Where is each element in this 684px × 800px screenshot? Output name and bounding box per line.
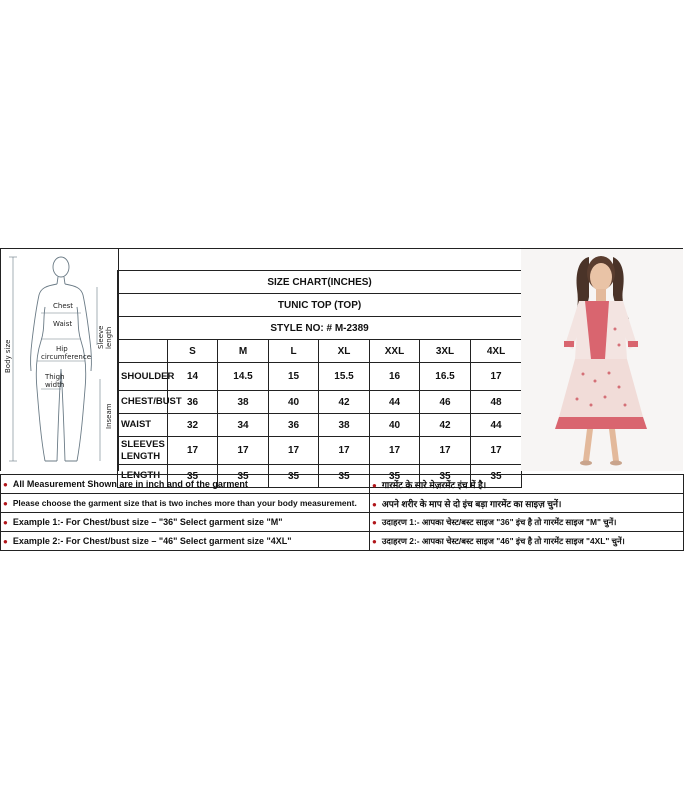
table-cell: 35 xyxy=(218,465,269,488)
size-header-row xyxy=(118,340,522,363)
note-text: Example 2:- For Chest/bust size – "46" Select garment size "4XL" xyxy=(12,536,292,546)
table-cell: 36 xyxy=(269,414,319,437)
table-cell: 38 xyxy=(218,391,269,414)
bullet-icon: ● xyxy=(3,499,8,508)
table-cell: 16 xyxy=(370,363,420,391)
note-text: उदाहरण 1:- आपका चेस्ट/बस्ट साइज "36" इंच है तो गारमेंट साइज "M" चुनें। xyxy=(381,516,617,527)
size-chart-table-container xyxy=(117,270,521,488)
size-chart-table xyxy=(117,270,522,488)
chest-label: Chest xyxy=(53,302,74,310)
inseam-label: Inseam xyxy=(105,403,113,429)
bullet-icon: ● xyxy=(372,517,377,527)
table-cell: 14.5 xyxy=(218,363,269,391)
table-cell: 35 xyxy=(420,465,471,488)
note-row xyxy=(1,532,684,551)
table-cell: 42 xyxy=(319,391,370,414)
note-text: अपने शरीर के माप से दो इंच बड़ा गारमेंट का साइज़ चुनें। xyxy=(381,498,562,509)
table-cell: 17 xyxy=(218,437,269,465)
note-text: Please choose the garment size that is two inches more than your body measurement. xyxy=(12,498,357,508)
table-cell: 35 xyxy=(471,465,522,488)
note-row xyxy=(1,475,684,494)
table-cell: 17 xyxy=(420,437,471,465)
size-header: 4XL xyxy=(471,340,522,363)
bullet-icon: ● xyxy=(3,537,8,546)
table-cell: 44 xyxy=(370,391,420,414)
table-cell: 42 xyxy=(420,414,471,437)
note-hi xyxy=(370,532,684,551)
sleeve-length-label: length xyxy=(105,326,113,349)
note-row xyxy=(1,494,684,513)
row-label: CHEST/BUST xyxy=(118,391,168,414)
table-row xyxy=(118,414,522,437)
product-photo xyxy=(521,249,683,471)
row-label: WAIST xyxy=(118,414,168,437)
body-measurement-figure xyxy=(0,249,119,471)
row-label: SLEEVES LENGTH xyxy=(118,437,168,465)
table-cell: 15 xyxy=(269,363,319,391)
note-text: गारमेंट के सारे मेज़रमेंट इंच में है। xyxy=(381,479,487,490)
bullet-icon: ● xyxy=(372,480,377,490)
note-text: Example 1:- For Chest/bust size – "36" Select garment size "M" xyxy=(12,517,283,527)
table-row xyxy=(118,437,522,465)
table-cell: 32 xyxy=(168,414,218,437)
size-header: XL xyxy=(319,340,370,363)
row-label: LENGTH xyxy=(118,465,168,488)
note-hi xyxy=(370,513,684,532)
table-cell: 17 xyxy=(168,437,218,465)
thigh-width-label: width xyxy=(45,381,65,389)
note-hi xyxy=(370,475,684,494)
note-hi xyxy=(370,494,684,513)
bullet-icon: ● xyxy=(372,536,377,546)
note-text: उदाहरण 2:- आपका चेस्ट/बस्ट साइज "46" इंच है तो गारमेंट साइज "4XL" चुनें। xyxy=(381,535,625,546)
model-in-dress-image xyxy=(521,249,683,471)
table-cell: 35 xyxy=(370,465,420,488)
notes-table xyxy=(0,474,684,551)
size-header: L xyxy=(269,340,319,363)
table-cell: 35 xyxy=(168,465,218,488)
body-size-label: Body size xyxy=(4,339,12,373)
style-number: STYLE NO: # M-2389 xyxy=(118,317,522,340)
size-header: M xyxy=(218,340,269,363)
table-row xyxy=(118,363,522,391)
product-name: TUNIC TOP (TOP) xyxy=(118,294,522,317)
table-cell: 36 xyxy=(168,391,218,414)
note-en xyxy=(1,532,370,551)
table-cell: 16.5 xyxy=(420,363,471,391)
note-row xyxy=(1,513,684,532)
table-cell: 40 xyxy=(269,391,319,414)
table-cell: 40 xyxy=(370,414,420,437)
size-header: XXL xyxy=(370,340,420,363)
table-cell: 17 xyxy=(319,437,370,465)
note-en xyxy=(1,475,370,494)
hip-circumference-label: circumference xyxy=(41,353,92,361)
table-cell: 14 xyxy=(168,363,218,391)
hip-label: Hip xyxy=(56,345,68,353)
table-cell: 46 xyxy=(420,391,471,414)
note-text: All Measurement Shown are in inch and of the garment xyxy=(12,479,248,489)
size-header: S xyxy=(168,340,218,363)
table-cell: 48 xyxy=(471,391,522,414)
table-cell: 38 xyxy=(319,414,370,437)
table-cell: 17 xyxy=(471,437,522,465)
table-cell: 34 xyxy=(218,414,269,437)
table-cell: 44 xyxy=(471,414,522,437)
table-cell: 17 xyxy=(269,437,319,465)
bullet-icon: ● xyxy=(372,499,377,509)
table-cell: 35 xyxy=(269,465,319,488)
waist-label: Waist xyxy=(53,320,73,328)
note-en xyxy=(1,494,370,513)
thigh-label: Thigh xyxy=(45,373,65,381)
bullet-icon: ● xyxy=(3,480,8,489)
size-header: 3XL xyxy=(420,340,471,363)
chart-title: SIZE CHART(INCHES) xyxy=(118,271,522,294)
table-cell: 35 xyxy=(319,465,370,488)
sleeve-label: Sleeve xyxy=(97,325,105,349)
row-label: SHOULDER xyxy=(118,363,168,391)
bullet-icon: ● xyxy=(3,518,8,527)
table-row xyxy=(118,391,522,414)
table-cell: 15.5 xyxy=(319,363,370,391)
table-cell: 17 xyxy=(370,437,420,465)
table-cell: 17 xyxy=(471,363,522,391)
measurement-notes xyxy=(0,474,683,551)
note-en xyxy=(1,513,370,532)
header-blank xyxy=(118,340,168,363)
